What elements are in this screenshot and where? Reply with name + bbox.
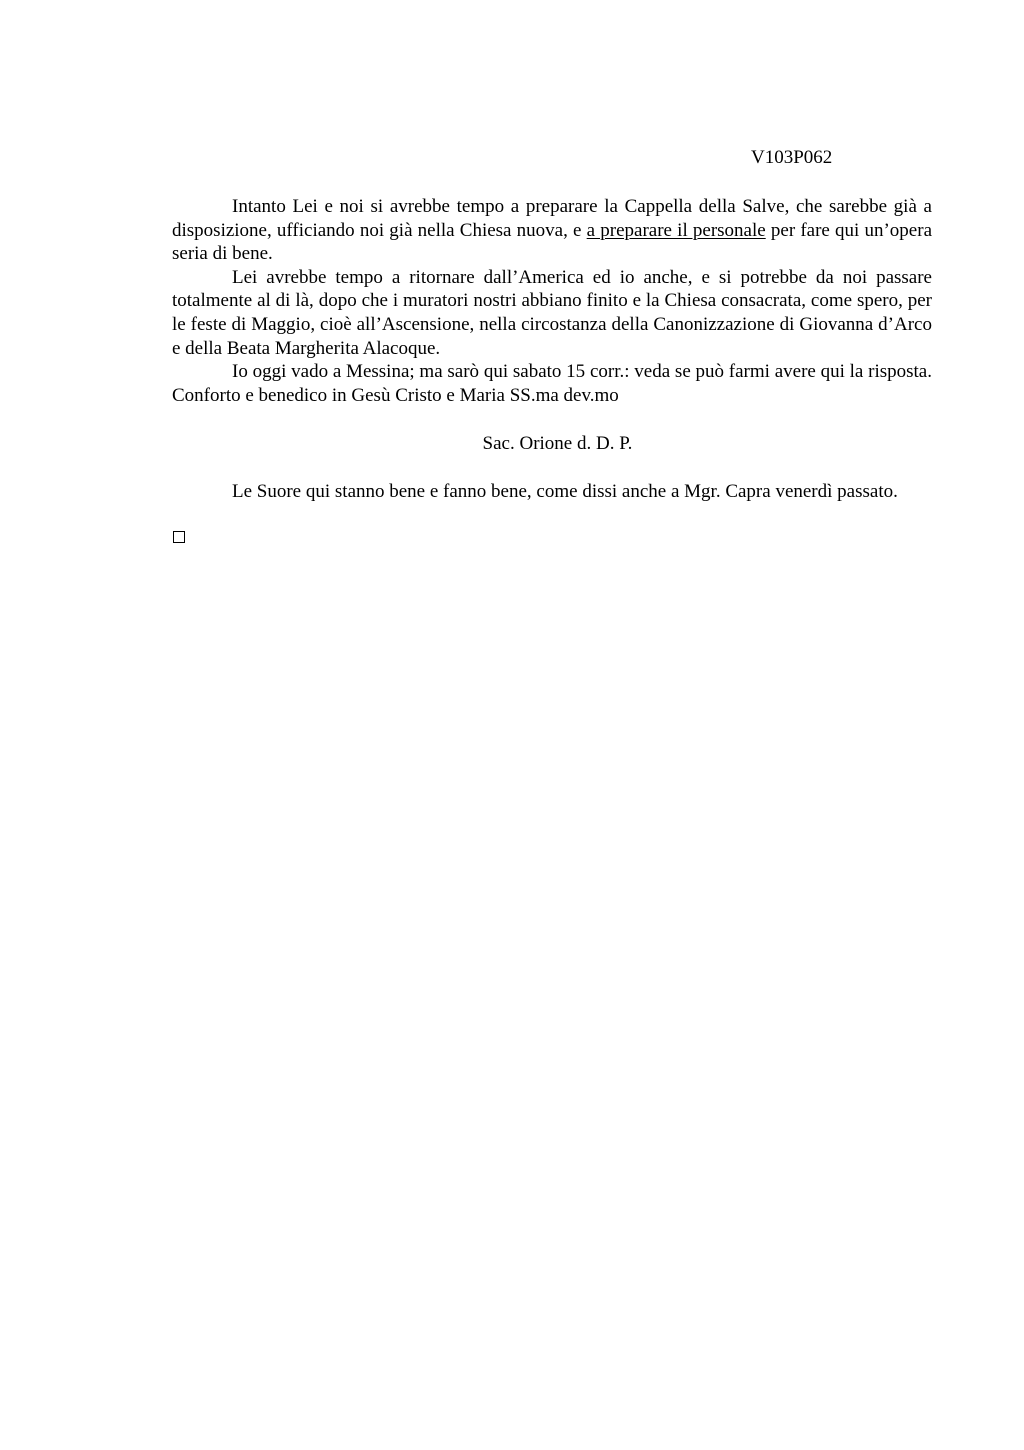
paragraph-2: Lei avrebbe tempo a ritornare dall’America ed io anche, e si potrebbe da noi passare totalmente al di là, dopo che i muratori nostri abbiano finito e la Chiesa consacrata, come spero, per le feste di Maggio, cioè all’Ascensione, nella circostanza della Canonizzazione di Giovanna d’Arco e della Beata Margherita Alacoque.: [172, 266, 932, 359]
paragraph-3: Io oggi vado a Messina; ma sarò qui sabato 15 corr.: veda se può farmi avere qui la risposta. Conforto e benedico in Gesù Cristo e Maria SS.ma dev.mo: [172, 361, 932, 406]
paragraph-1-text-after: per fare qui un’opera seria di bene.: [172, 219, 932, 265]
end-marker-box: [173, 531, 185, 543]
paragraph-1-text-before: Intanto Lei e noi si avrebbe tempo a preparare la Cappella della Salve, che sarebbe già a disposizione, ufficiando noi già nella Chiesa nuova, e: [172, 196, 932, 241]
postscript: [172, 480, 932, 504]
postscript-text: Le Suore qui stanno bene e fanno bene, come dissi anche a Mgr. Capra venerdì passato.: [232, 481, 898, 502]
letter-body: [172, 195, 932, 407]
paragraph-1: [172, 195, 932, 266]
document-id: V103P062: [751, 147, 833, 168]
signature: Sac. Orione d. D. P.: [482, 433, 633, 454]
paragraph-1-underlined-text: a preparare il personale: [586, 219, 766, 241]
